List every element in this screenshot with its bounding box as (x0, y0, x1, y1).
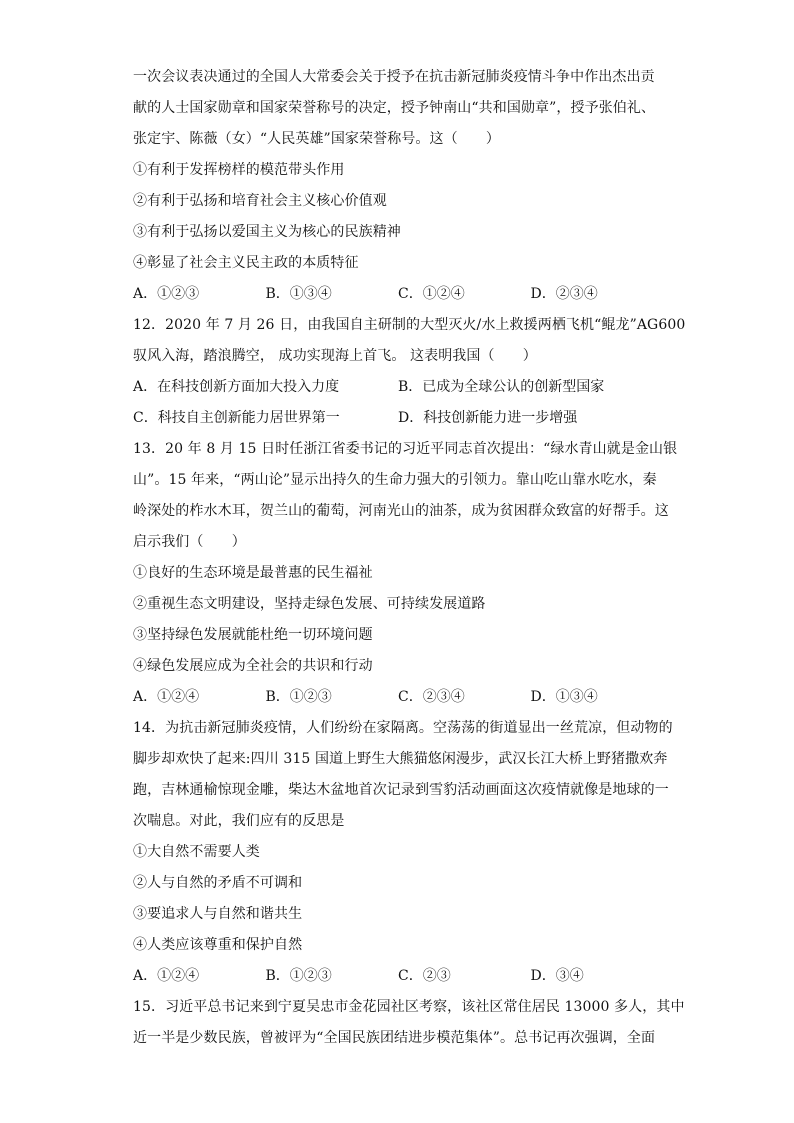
question-13-option-b[interactable]: B．①②③ (265, 689, 332, 705)
question-14-options (133, 961, 663, 992)
question-13-line-4: 启示我们（ ） (133, 534, 246, 550)
question-13-option-d[interactable]: D．①③④ (530, 689, 598, 705)
question-14-line-2: 脚步却欢快了起来:四川 315 国道上野生大熊猫悠闲漫步，武汉长江大桥上野猪撒欢奔 (133, 751, 668, 767)
question-13-option-a[interactable]: A．①②④ (133, 689, 200, 705)
question-11-option-b[interactable]: B．①③④ (265, 286, 332, 302)
question-14 (133, 713, 673, 992)
question-12-option-d[interactable]: D．科技创新能力进一步增强 (398, 410, 578, 426)
question-14-option-a[interactable]: A．①②④ (133, 968, 200, 984)
question-11 (133, 62, 663, 310)
question-11-option-d[interactable]: D．②③④ (530, 286, 598, 302)
question-13-statement-4: ④绿色发展应成为全社会的共识和行动 (133, 658, 373, 674)
question-12 (133, 310, 686, 434)
question-13-statement-2: ②重视生态文明建设，坚持走绿色发展、可持续发展道路 (133, 596, 486, 612)
question-13-option-c[interactable]: C．②③④ (398, 689, 465, 705)
question-12-line-2: 驭风入海，踏浪腾空， 成功实现海上首飞。 这表明我国（ ） (133, 348, 537, 364)
question-11-statement-3: ③有利于弘扬以爱国主义为核心的民族精神 (133, 224, 401, 240)
question-12-line-1: 12．2020 年 7 月 26 日，由我国自主研制的大型灭火/水上救援两栖飞机“鲲龙”AG600 (133, 317, 686, 333)
question-13 (133, 434, 678, 713)
question-15 (133, 992, 685, 1054)
question-11-option-c[interactable]: C．①②④ (398, 286, 465, 302)
question-14-option-d[interactable]: D．③④ (530, 968, 584, 984)
question-13-line-3: 岭深处的柞水木耳，贺兰山的葡萄，河南光山的油茶，成为贫困群众致富的好帮手。这 (133, 503, 669, 519)
question-11-line-2: 献的人士国家勋章和国家荣誉称号的决定，授予钟南山“共和国勋章”，授予张伯礼、 (133, 100, 656, 116)
question-14-statement-1: ①大自然不需要人类 (133, 844, 260, 860)
question-11-statement-2: ②有利于弘扬和培育社会主义核心价值观 (133, 193, 387, 209)
question-13-line-2: 山”。15 年来，“两山论”显示出持久的生命力强大的引领力。靠山吃山靠水吃水，秦 (133, 472, 657, 488)
question-14-line-3: 跑，吉林通榆惊现金雕，柴达木盆地首次记录到雪豹活动画面这次疫情就像是地球的一 (133, 782, 669, 798)
question-12-option-c[interactable]: C．科技自主创新能力居世界第一 (133, 410, 340, 426)
question-13-statement-1: ①良好的生态环境是最普惠的民生福祉 (133, 565, 373, 581)
question-14-option-c[interactable]: C．②③ (398, 968, 451, 984)
question-14-statement-3: ③要追求人与自然和谐共生 (133, 906, 303, 922)
question-11-options (133, 279, 663, 310)
question-11-statement-4: ④彰显了社会主义民主政的本质特征 (133, 255, 359, 271)
question-14-statement-2: ②人与自然的矛盾不可调和 (133, 875, 303, 891)
question-11-option-a[interactable]: A．①②③ (133, 286, 200, 302)
question-14-line-1: 14．为抗击新冠肺炎疫情，人们纷纷在家隔离。空荡荡的街道显出一丝荒凉，但动物的 (133, 720, 673, 736)
question-11-line-3: 张定宇、陈薇（女）“人民英雄”国家荣誉称号。这（ ） (133, 131, 501, 147)
page-content (133, 62, 686, 1054)
question-11-statement-1: ①有利于发挥榜样的模范带头作用 (133, 162, 345, 178)
question-12-options-row-2 (133, 403, 663, 434)
question-13-options (133, 682, 663, 713)
question-14-statement-4: ④人类应该尊重和保护自然 (133, 937, 303, 953)
question-15-line-1: 15．习近平总书记来到宁夏吴忠市金花园社区考察，该社区常住居民 13000 多人，其中 (133, 999, 685, 1015)
question-14-option-b[interactable]: B．①②③ (265, 968, 332, 984)
question-13-line-1: 13．20 年 8 月 15 日时任浙江省委书记的习近平同志首次提出：“绿水青山就是金山银 (133, 441, 678, 457)
question-13-statement-3: ③坚持绿色发展就能杜绝一切环境问题 (133, 627, 373, 643)
question-12-option-b[interactable]: B．已成为全球公认的创新型国家 (398, 379, 605, 395)
question-14-line-4: 次喘息。对此，我们应有的反思是 (133, 813, 345, 829)
question-12-option-a[interactable]: A．在科技创新方面加大投入力度 (133, 379, 340, 395)
question-15-line-2: 近一半是少数民族，曾被评为“全国民族团结进步模范集体”。总书记再次强调，全面 (133, 1030, 656, 1046)
question-11-line-1: 一次会议表决通过的全国人大常委会关于授予在抗击新冠肺炎疫情斗争中作出杰出贡 (133, 69, 655, 85)
question-12-options-row-1 (133, 372, 663, 403)
